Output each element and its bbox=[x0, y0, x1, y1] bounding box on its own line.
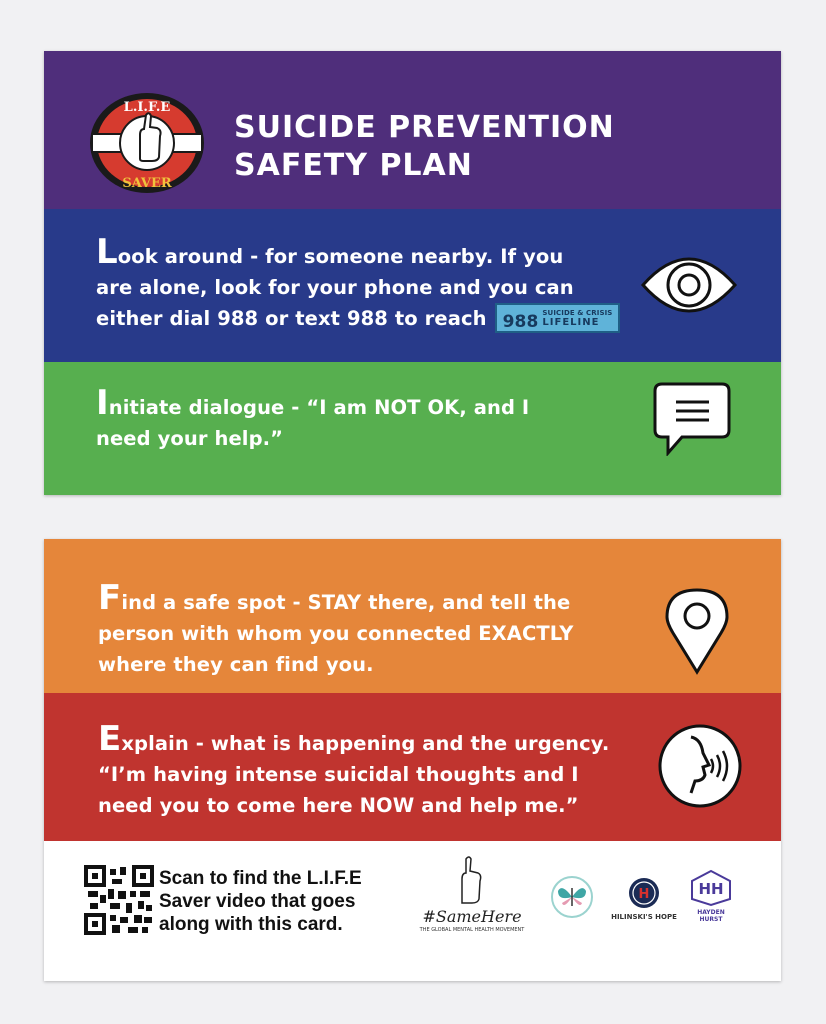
life-saver-logo bbox=[88, 91, 206, 195]
step-line: ook around - for someone nearby. If you bbox=[117, 245, 564, 268]
step-letter: F bbox=[98, 578, 122, 618]
step-initiate-text bbox=[96, 383, 530, 454]
qr-instructions bbox=[159, 867, 362, 936]
step-letter: L bbox=[96, 232, 118, 272]
step-line: ind a safe spot - STAY there, and tell the bbox=[121, 591, 571, 614]
title-line-2: SAFETY PLAN bbox=[234, 148, 473, 183]
step-letter: I bbox=[96, 383, 109, 423]
safety-plan-card-back bbox=[44, 539, 781, 981]
hayden-hurst-label: HAYDEN HURST bbox=[697, 909, 725, 923]
qr-line: Saver video that goes bbox=[159, 891, 356, 912]
butterfly-logo bbox=[550, 875, 594, 919]
speaking-head-icon bbox=[657, 723, 743, 809]
step-find-text bbox=[98, 578, 574, 680]
step-initiate-dialogue bbox=[44, 362, 781, 495]
samehere-logo-text: #SameHere bbox=[422, 907, 522, 926]
lifeline-number: 988 bbox=[502, 311, 539, 332]
step-look-around bbox=[44, 209, 781, 362]
lifeline-line-2: LIFELINE bbox=[542, 316, 600, 328]
hilinskis-hope-label: HILINSKI'S HOPE bbox=[611, 913, 677, 921]
qr-code[interactable] bbox=[84, 865, 154, 935]
step-line: where they can find you. bbox=[98, 653, 374, 676]
eye-icon bbox=[639, 251, 739, 319]
header-band bbox=[44, 51, 781, 209]
footer-row bbox=[44, 841, 781, 981]
step-line: xplain - what is happening and the urgency. bbox=[121, 732, 610, 755]
step-line: “I’m having intense suicidal thoughts and I bbox=[98, 763, 579, 786]
svg-text:H: H bbox=[638, 887, 650, 902]
safety-plan-card-front bbox=[44, 51, 781, 495]
step-find-safe-spot bbox=[44, 539, 781, 693]
step-explain-text bbox=[98, 719, 610, 821]
lifeline-badge bbox=[495, 303, 621, 333]
logo-bottom-text: SAVER bbox=[122, 176, 172, 191]
step-line: either dial 988 or text 988 to reach bbox=[96, 307, 487, 330]
svg-text:HH: HH bbox=[698, 880, 724, 898]
title-line-1: SUICIDE PREVENTION bbox=[234, 110, 615, 145]
lifeline-line-1: SUICIDE & CRISIS bbox=[542, 308, 613, 317]
hilinskis-hope-logo bbox=[628, 877, 660, 909]
hayden-hurst-logo bbox=[690, 869, 732, 907]
samehere-tagline: THE GLOBAL MENTAL HEALTH MOVEMENT bbox=[419, 927, 525, 933]
chat-bubble-icon bbox=[652, 380, 732, 456]
step-line: need you to come here NOW and help me.” bbox=[98, 794, 579, 817]
step-line: person with whom you connected EXACTLY bbox=[98, 622, 574, 645]
step-line: are alone, look for your phone and you can bbox=[96, 276, 574, 299]
step-line: nitiate dialogue - “I am NOT OK, and I bbox=[108, 396, 530, 419]
page-title bbox=[234, 109, 615, 185]
qr-line: along with this card. bbox=[159, 914, 343, 935]
qr-line: Scan to find the L.I.F.E bbox=[159, 868, 362, 889]
map-pin-icon bbox=[665, 587, 729, 675]
logo-top-text: L.I.F.E bbox=[123, 100, 171, 115]
step-letter: E bbox=[98, 719, 122, 759]
step-line: need your help.” bbox=[96, 427, 284, 450]
thumbs-up-logo bbox=[454, 855, 484, 905]
step-look-text bbox=[96, 232, 620, 335]
step-explain bbox=[44, 693, 781, 841]
